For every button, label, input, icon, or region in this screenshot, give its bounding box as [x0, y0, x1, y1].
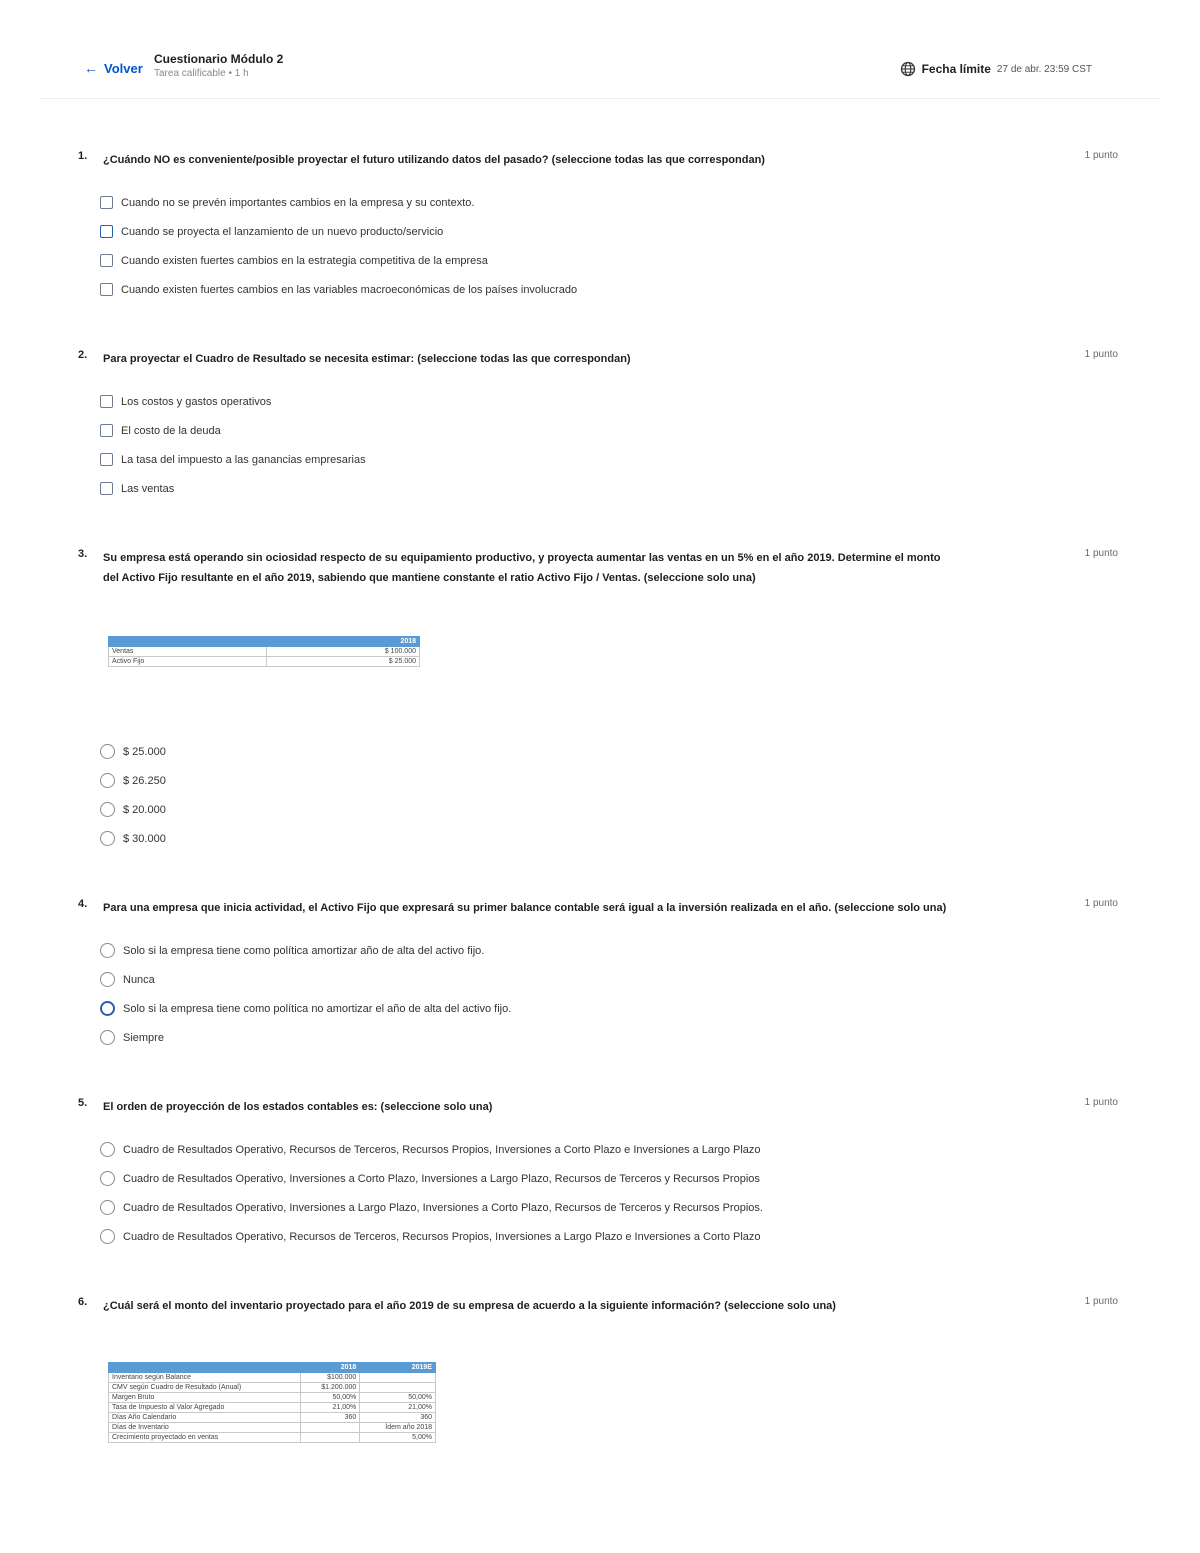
table-cell: Margen Bruto — [109, 1393, 301, 1403]
option-radio[interactable] — [100, 802, 166, 817]
question-text — [103, 1097, 1023, 1117]
table-cell: Inventario según Balance — [109, 1373, 301, 1383]
table-cell — [301, 1433, 360, 1443]
radio-button[interactable] — [100, 744, 115, 759]
table-row — [109, 1383, 436, 1393]
table-row — [109, 1403, 436, 1413]
question-text-line: ¿Cuándo NO es conveniente/posible proyectar el futuro utilizando datos del pasado? (seleccione todas las que correspondan) — [103, 154, 765, 166]
table-cell: 360 — [360, 1413, 436, 1423]
radio-button[interactable] — [100, 972, 115, 987]
option-radio[interactable] — [100, 831, 166, 846]
option-label: Cuando se proyecta el lanzamiento de un nuevo producto/servicio — [121, 225, 444, 238]
table-cell: 50,00% — [301, 1393, 360, 1403]
question-number: 6. — [78, 1296, 88, 1308]
table-cell: $ 100.000 — [266, 647, 419, 657]
question-text-line: Su empresa está operando sin ociosidad respecto de su equipamiento productivo, y proyecta aumentar las ventas en un 5% en el año 2019. Determine el monto — [103, 552, 941, 564]
back-label: Volver — [104, 60, 143, 76]
radio-button[interactable] — [100, 943, 115, 958]
option-radio[interactable] — [100, 943, 484, 958]
option-radio[interactable] — [100, 1030, 164, 1045]
question-points: 1 punto — [1084, 898, 1118, 909]
table-cell: $100.000 — [301, 1373, 360, 1383]
question-text-line: El orden de proyección de los estados contables es: (seleccione solo una) — [103, 1101, 493, 1113]
table-row — [109, 1413, 436, 1423]
deadline-value: 27 de abr. 23:59 CST — [996, 63, 1092, 75]
option-label: Solo si la empresa tiene como política amortizar año de alta del activo fijo. — [123, 944, 485, 957]
checkbox[interactable] — [100, 424, 113, 437]
table-row — [109, 647, 420, 657]
table-cell — [360, 1373, 436, 1383]
radio-button[interactable] — [100, 1030, 115, 1045]
back-link[interactable] — [84, 60, 143, 76]
option-label: Cuadro de Resultados Operativo, Inversiones a Largo Plazo, Inversiones a Corto Plazo, Recursos de Terceros y Recursos Propios. — [123, 1201, 763, 1214]
question-number: 5. — [78, 1097, 88, 1109]
option-radio[interactable] — [100, 1001, 511, 1016]
option-label: Los costos y gastos operativos — [121, 395, 272, 408]
table-cell: 21,00% — [360, 1403, 436, 1413]
radio-button[interactable] — [100, 1001, 115, 1016]
checkbox[interactable] — [100, 254, 113, 267]
question-text-line: Para proyectar el Cuadro de Resultado se necesita estimar: (seleccione todas las que correspondan) — [103, 353, 631, 365]
checkbox[interactable] — [100, 453, 113, 466]
option-label: Cuadro de Resultados Operativo, Recursos de Terceros, Recursos Propios, Inversiones a Largo Plazo e Inversiones a Corto Plazo — [123, 1230, 761, 1243]
table-cell: Ídem año 2018 — [360, 1423, 436, 1433]
radio-button[interactable] — [100, 1200, 115, 1215]
quiz-title: Cuestionario Módulo 2 — [154, 52, 284, 66]
table-cell — [301, 1423, 360, 1433]
option-radio[interactable] — [100, 1171, 760, 1186]
table-header-cell: 2019E — [360, 1363, 436, 1373]
option-checkbox[interactable] — [100, 395, 271, 408]
table-row — [109, 1423, 436, 1433]
table-row — [109, 1433, 436, 1443]
option-label: $ 25.000 — [123, 745, 166, 758]
option-radio[interactable] — [100, 773, 166, 788]
table-row — [109, 657, 420, 667]
table-cell: $ 25.000 — [266, 657, 419, 667]
option-label: La tasa del impuesto a las ganancias empresarias — [121, 453, 366, 466]
question-text — [103, 898, 1023, 918]
option-label: Cuando existen fuertes cambios en la estrategia competitiva de la empresa — [121, 254, 488, 267]
question-number: 4. — [78, 898, 88, 910]
table-cell: Tasa de Impuesto al Valor Agregado — [109, 1403, 301, 1413]
radio-button[interactable] — [100, 802, 115, 817]
question-points: 1 punto — [1084, 548, 1118, 559]
option-checkbox[interactable] — [100, 283, 577, 296]
deadline — [900, 61, 1092, 77]
option-radio[interactable] — [100, 972, 155, 987]
option-label: Las ventas — [121, 482, 175, 495]
table-row — [109, 1393, 436, 1403]
option-checkbox[interactable] — [100, 254, 488, 267]
table-cell: Días de Inventario — [109, 1423, 301, 1433]
radio-button[interactable] — [100, 1171, 115, 1186]
radio-button[interactable] — [100, 773, 115, 788]
quiz-heading — [154, 52, 283, 79]
option-label: El costo de la deuda — [121, 424, 221, 437]
table-header-cell — [109, 1363, 301, 1373]
data-table — [108, 1362, 436, 1443]
checkbox[interactable] — [100, 225, 113, 238]
option-label: Cuadro de Resultados Operativo, Inversiones a Corto Plazo, Inversiones a Largo Plazo, Recursos de Terceros y Recursos Propios — [123, 1172, 760, 1185]
option-label: Cuando existen fuertes cambios en las variables macroeconómicas de los países involucrado — [121, 283, 578, 296]
arrow-left-icon: ← — [84, 60, 98, 76]
table-row — [109, 1373, 436, 1383]
option-radio[interactable] — [100, 1229, 761, 1244]
radio-button[interactable] — [100, 831, 115, 846]
option-label: $ 26.250 — [123, 774, 166, 787]
option-checkbox[interactable] — [100, 453, 366, 466]
radio-button[interactable] — [100, 1229, 115, 1244]
table-header-cell: 2018 — [301, 1363, 360, 1373]
question-points: 1 punto — [1084, 1097, 1118, 1108]
radio-button[interactable] — [100, 1142, 115, 1157]
question-text — [103, 1296, 1023, 1316]
question-points: 1 punto — [1084, 150, 1118, 161]
table-cell: 5,00% — [360, 1433, 436, 1443]
question-number: 2. — [78, 349, 88, 361]
question-points: 1 punto — [1084, 349, 1118, 360]
option-radio[interactable] — [100, 1142, 761, 1157]
table-cell: Crecimiento proyectado en ventas — [109, 1433, 301, 1443]
table-cell — [360, 1383, 436, 1393]
option-checkbox[interactable] — [100, 225, 443, 238]
option-label: Nunca — [123, 973, 155, 986]
checkbox[interactable] — [100, 482, 113, 495]
deadline-label: Fecha límite — [921, 62, 991, 76]
question-text-line: del Activo Fijo resultante en el año 2019, sabiendo que mantiene constante el ratio Activo Fijo / Ventas. (seleccione solo una) — [103, 572, 756, 584]
table-cell: Días Año Calendario — [109, 1413, 301, 1423]
table-cell: 50,00% — [360, 1393, 436, 1403]
checkbox[interactable] — [100, 196, 113, 209]
globe-icon — [900, 61, 916, 77]
table-header-row — [109, 637, 420, 647]
table-header-row — [109, 1363, 436, 1373]
question-points: 1 punto — [1084, 1296, 1118, 1307]
checkbox[interactable] — [100, 395, 113, 408]
table-cell: 360 — [301, 1413, 360, 1423]
option-radio[interactable] — [100, 1200, 763, 1215]
option-label: $ 30.000 — [123, 832, 166, 845]
quiz-subtitle: Tarea calificable • 1 h — [154, 68, 249, 79]
option-checkbox[interactable] — [100, 196, 474, 209]
table-cell: 21,00% — [301, 1403, 360, 1413]
table-cell: Activo Fijo — [109, 657, 267, 667]
question-text — [103, 150, 1023, 170]
option-checkbox[interactable] — [100, 424, 221, 437]
table-header-cell: 2018 — [266, 637, 419, 647]
table-cell: CMV según Cuadro de Resultado (Anual) — [109, 1383, 301, 1393]
question-text-line: Para una empresa que inicia actividad, el Activo Fijo que expresará su primer balance contable será igual a la inversión realizada en el año. (seleccione solo una) — [103, 902, 947, 914]
question-number: 1. — [78, 150, 88, 162]
table-cell: Ventas — [109, 647, 267, 657]
option-checkbox[interactable] — [100, 482, 174, 495]
table-cell: $1.200.000 — [301, 1383, 360, 1393]
table-header-cell — [109, 637, 267, 647]
question-text — [103, 548, 1023, 588]
option-label: Cuando no se prevén importantes cambios en la empresa y su contexto. — [121, 196, 475, 209]
option-radio[interactable] — [100, 744, 166, 759]
option-label: Siempre — [123, 1031, 164, 1044]
option-label: Cuadro de Resultados Operativo, Recursos de Terceros, Recursos Propios, Inversiones a Corto Plazo e Inversiones a Largo Plazo — [123, 1143, 761, 1156]
option-label: $ 20.000 — [123, 803, 166, 816]
option-label: Solo si la empresa tiene como política no amortizar el año de alta del activo fijo. — [123, 1002, 512, 1015]
question-number: 3. — [78, 548, 88, 560]
checkbox[interactable] — [100, 283, 113, 296]
question-text — [103, 349, 1023, 369]
question-text-line: ¿Cuál será el monto del inventario proyectado para el año 2019 de su empresa de acuerdo a la siguiente información? (seleccione solo una) — [103, 1300, 836, 1312]
data-table — [108, 636, 420, 667]
top-bar — [40, 40, 1160, 99]
